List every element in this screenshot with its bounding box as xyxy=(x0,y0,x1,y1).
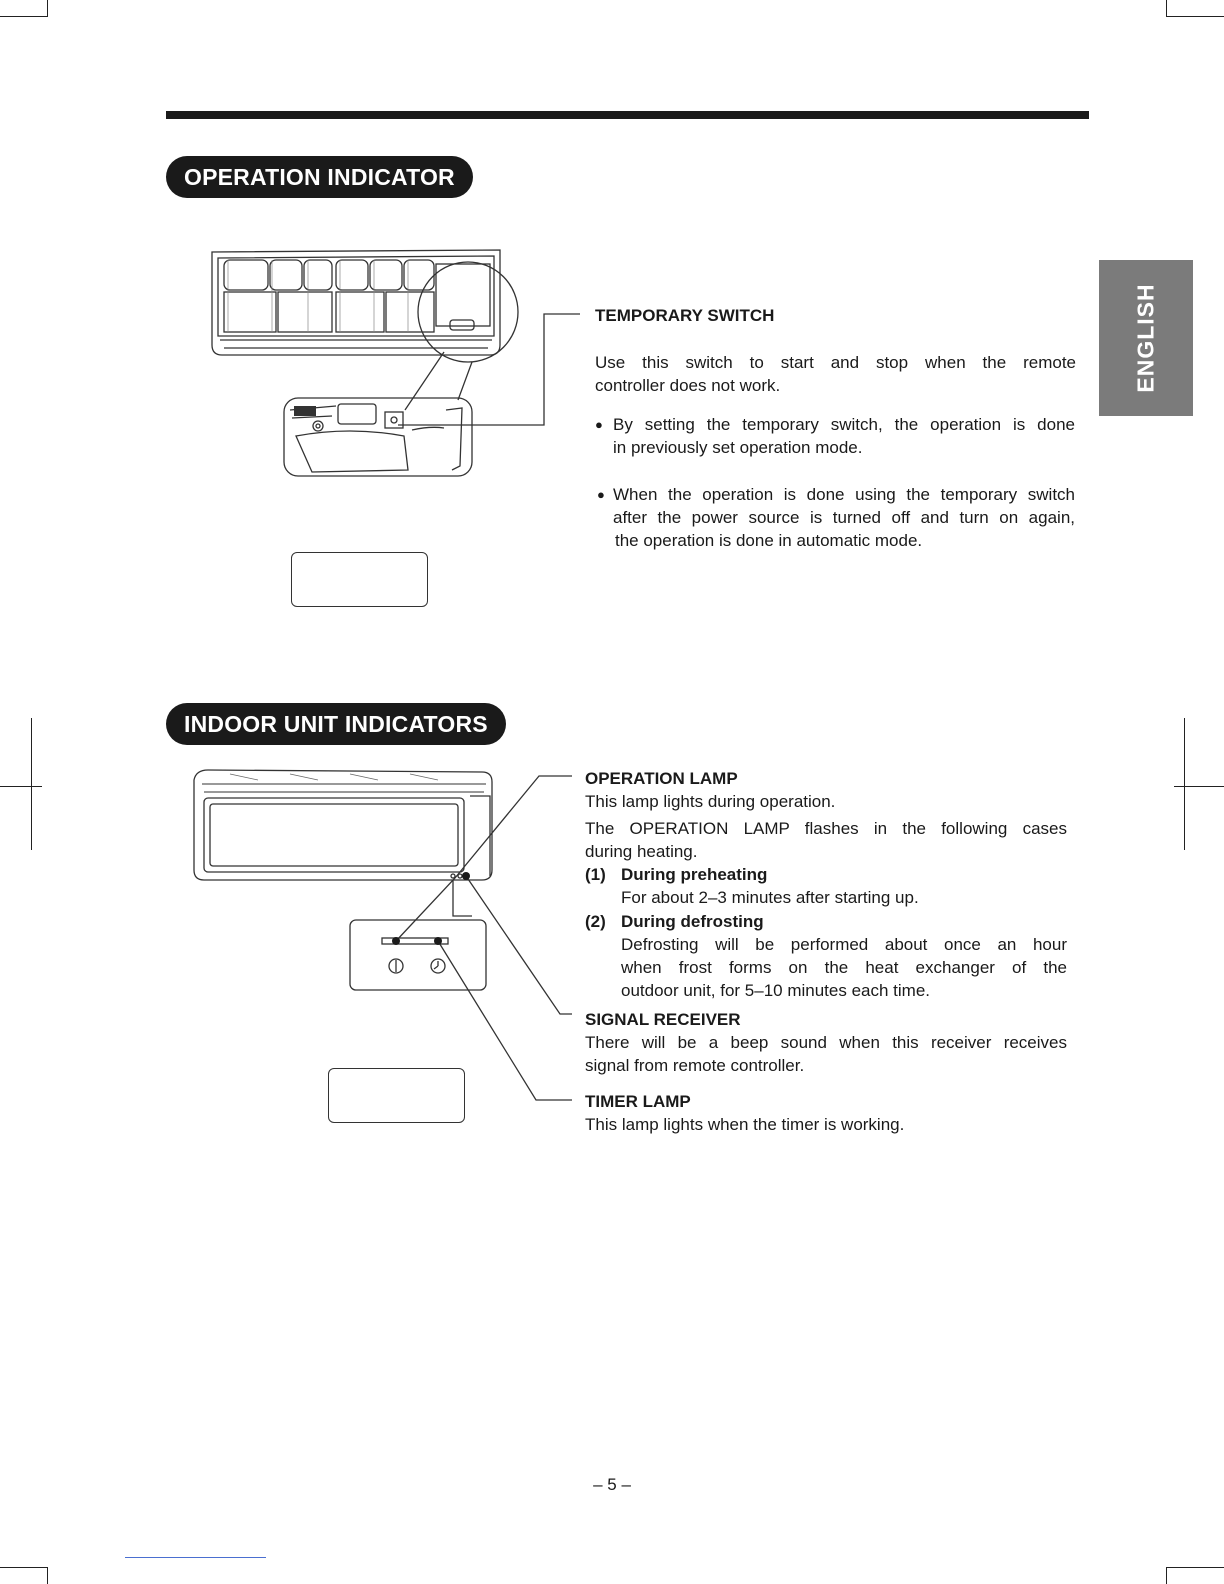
section-title-indoor-unit-indicators: INDOOR UNIT INDICATORS xyxy=(166,703,506,745)
bullet-item xyxy=(597,483,1075,552)
bullet-text-cont: after the power source is turned off and turn on again, xyxy=(613,508,1075,527)
item-title: During defrosting xyxy=(621,912,764,931)
temporary-switch-intro: Use this switch to start and stop when the remote xyxy=(595,353,1076,372)
temporary-switch-heading: TEMPORARY SWITCH xyxy=(595,306,775,325)
crop-mark xyxy=(1166,0,1167,17)
top-rule xyxy=(166,111,1089,119)
timer-lamp-heading: TIMER LAMP xyxy=(585,1092,691,1111)
item-desc: For about 2–3 minutes after starting up. xyxy=(621,888,919,907)
timer-lamp-text: This lamp lights when the timer is working. xyxy=(585,1115,905,1134)
crop-mark xyxy=(47,0,48,17)
switch-label-box xyxy=(291,552,428,607)
footer-link-underline xyxy=(125,1557,266,1558)
operation-lamp-flash-text-cont: during heating. xyxy=(585,842,698,861)
temporary-switch-intro-cont: controller does not work. xyxy=(595,376,781,395)
section-title-operation-indicator: OPERATION INDICATOR xyxy=(166,156,473,198)
crop-mark xyxy=(1166,1567,1167,1584)
ac-unit-top-diagram xyxy=(200,240,580,490)
signal-receiver-text-cont: signal from remote controller. xyxy=(585,1056,805,1075)
crop-mark xyxy=(0,16,48,17)
signal-receiver-text: There will be a beep sound when this receiver receives xyxy=(585,1033,1067,1052)
numbered-item xyxy=(585,910,1067,1002)
language-tab-label: ENGLISH xyxy=(1132,283,1159,393)
item-title: During preheating xyxy=(621,865,768,884)
bullet-text-cont: the operation is done in automatic mode. xyxy=(615,531,923,550)
registration-mark xyxy=(0,786,42,787)
bullet-dot-icon: ● xyxy=(597,487,605,502)
bullet-text: When the operation is done using the temporary switch xyxy=(613,485,1075,504)
signal-receiver-heading: SIGNAL RECEIVER xyxy=(585,1010,741,1029)
operation-lamp-text: This lamp lights during operation. xyxy=(585,792,836,811)
operation-lamp-heading: OPERATION LAMP xyxy=(585,769,738,788)
item-desc-cont: outdoor unit, for 5–10 minutes each time. xyxy=(621,981,931,1000)
language-tab xyxy=(1099,260,1193,416)
item-desc-cont: when frost forms on the heat exchanger of the xyxy=(621,958,1067,977)
crop-mark xyxy=(1166,1567,1224,1568)
crop-mark xyxy=(47,1567,48,1584)
numbered-item xyxy=(585,863,1067,909)
bullet-dot-icon: ● xyxy=(595,417,603,432)
bullet-text: By setting the temporary switch, the operation is done xyxy=(613,415,1075,434)
item-desc: Defrosting will be performed about once an hour xyxy=(621,935,1067,954)
crop-mark xyxy=(0,1567,48,1568)
registration-mark xyxy=(1184,718,1185,850)
bullet-text-cont: in previously set operation mode. xyxy=(613,438,863,457)
registration-mark xyxy=(1174,786,1224,787)
bullet-item xyxy=(595,413,1075,459)
item-number: (1) xyxy=(585,865,606,884)
item-number: (2) xyxy=(585,912,606,931)
page-number: – 5 – xyxy=(593,1475,631,1494)
registration-mark xyxy=(31,718,32,850)
lamp-label-box xyxy=(328,1068,465,1123)
crop-mark xyxy=(1166,16,1224,17)
operation-lamp-flash-text: The OPERATION LAMP flashes in the following cases xyxy=(585,819,1067,838)
